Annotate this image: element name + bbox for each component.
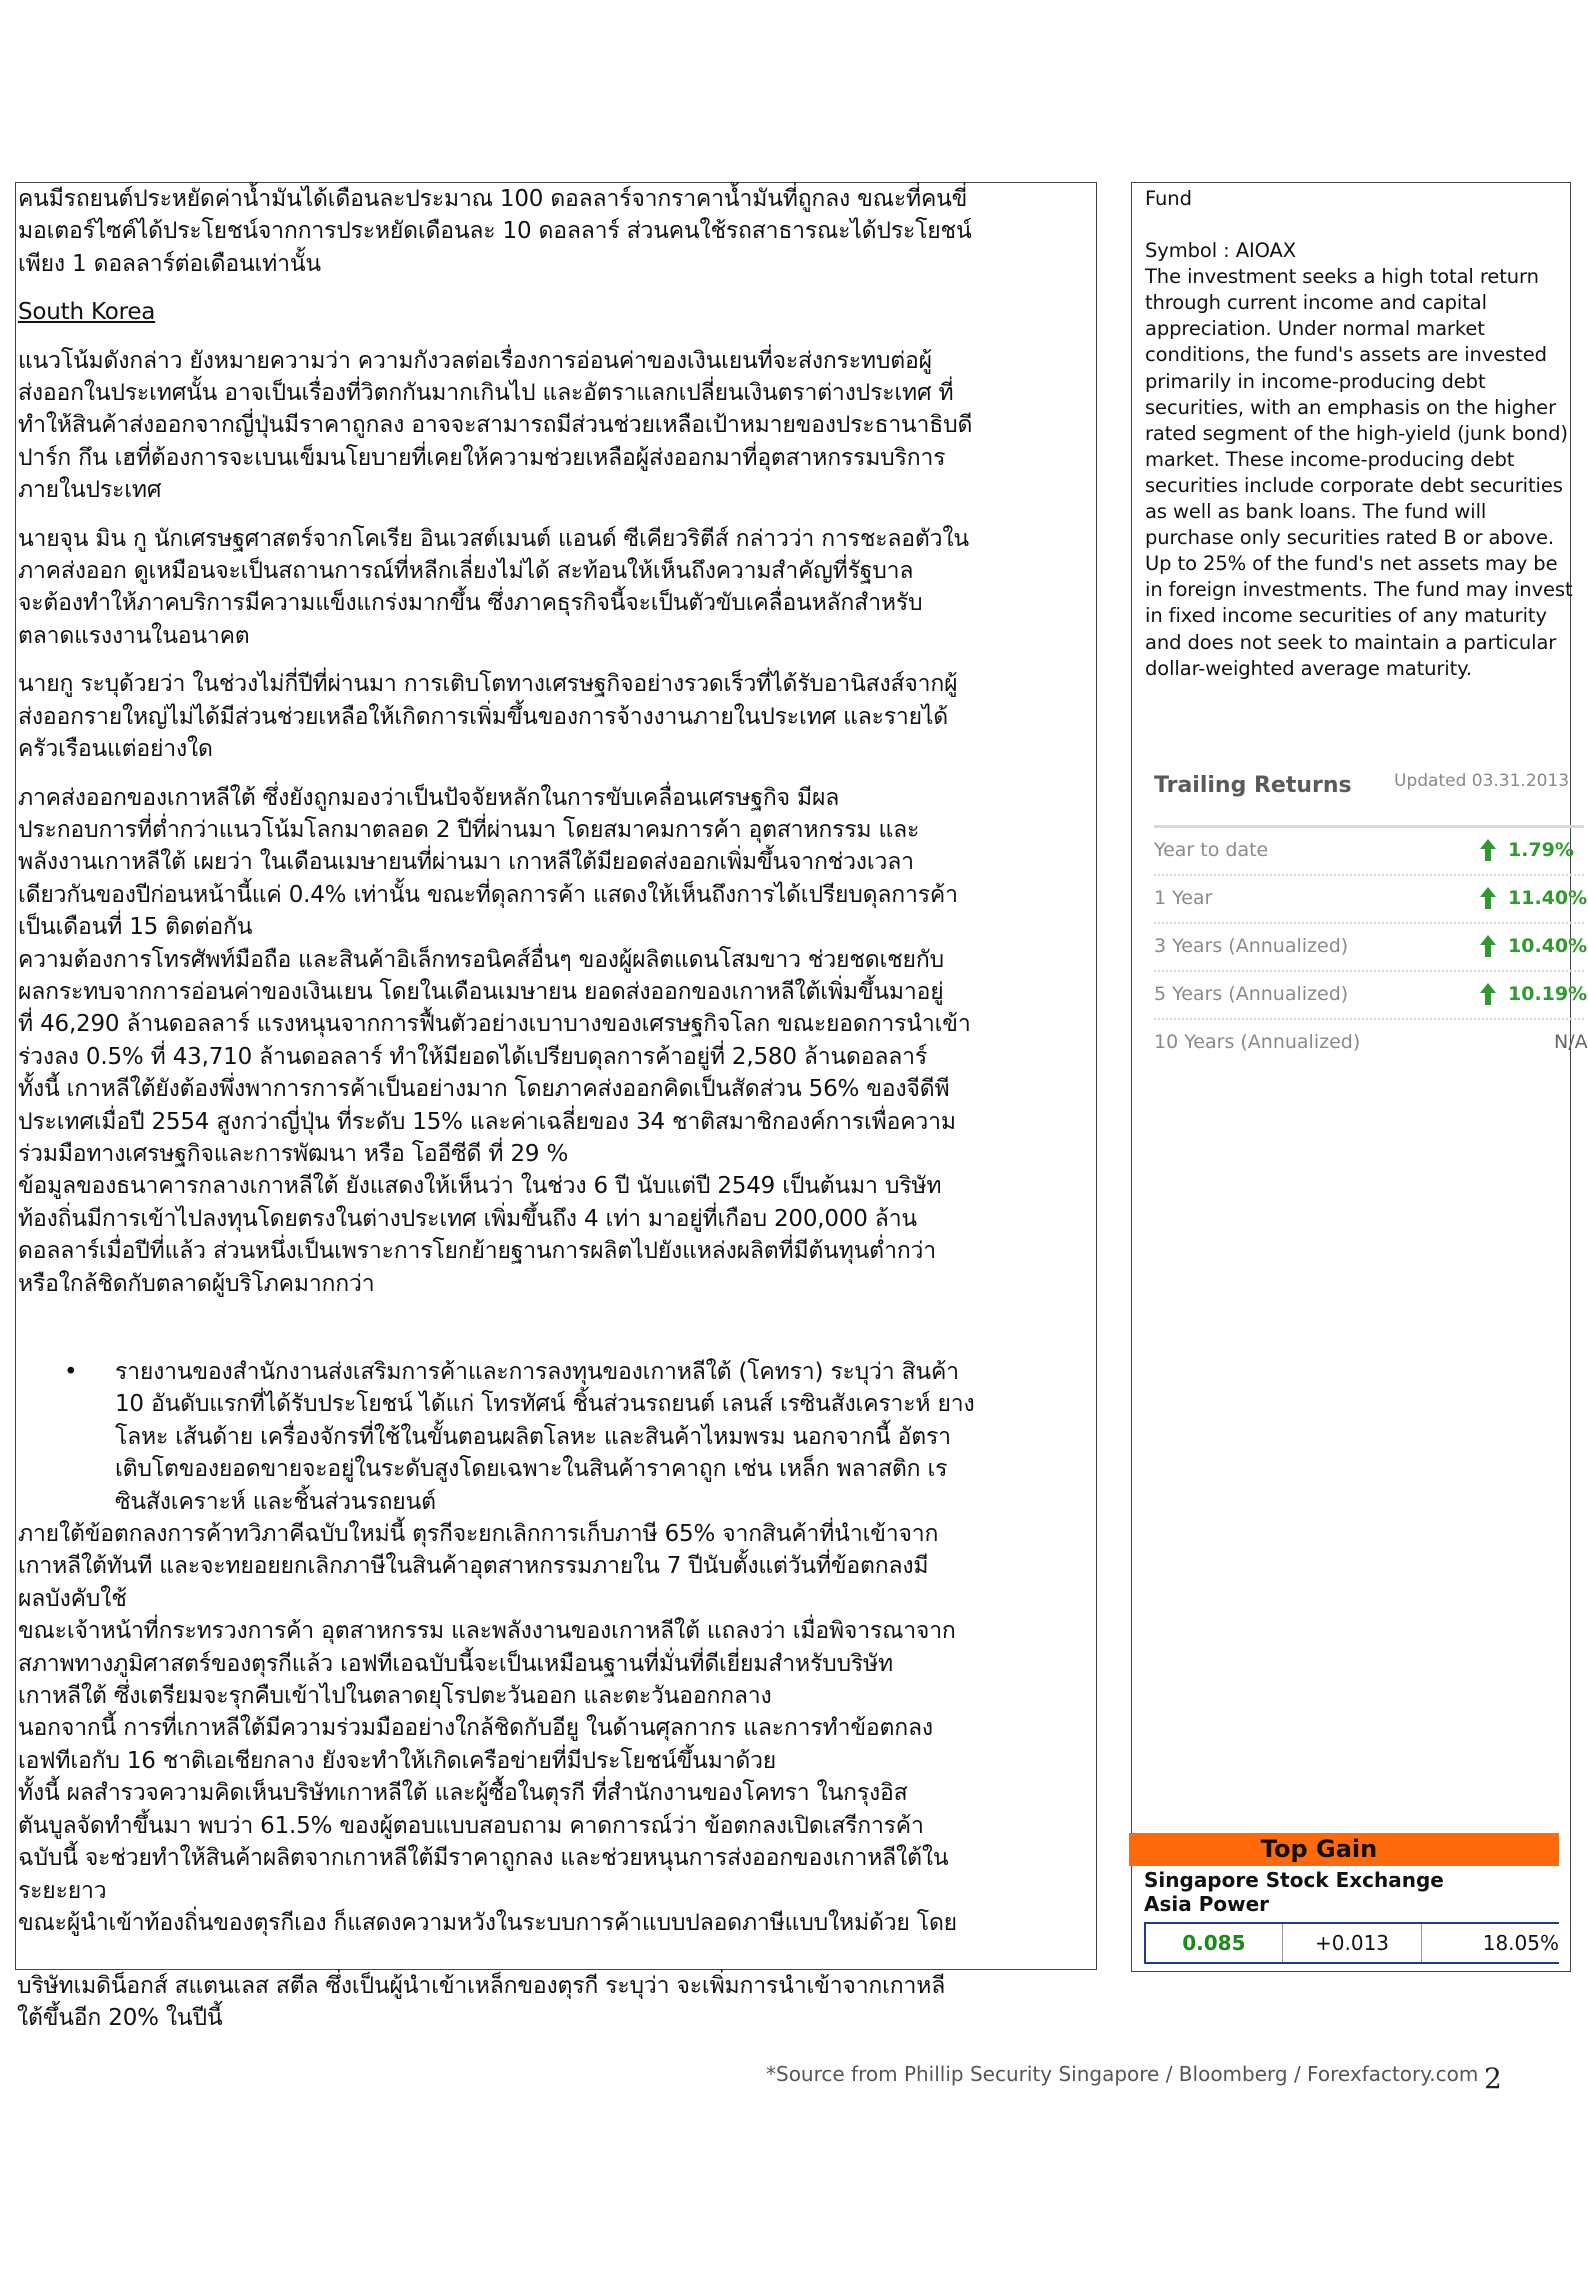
text-line: ตลาดแรงงานในอนาคต	[18, 622, 250, 649]
trailing-returns-widget	[1154, 765, 1588, 1066]
paragraph-4	[18, 782, 1088, 1301]
text-line: ผลกระทบจากการอ่อนค่าของเงินเยน โดยในเดือนเมษายน ยอดส่งออกของเกาหลีใต้เพิ่มขึ้นมาอยู่	[18, 978, 944, 1005]
paragraph-1	[18, 345, 1088, 507]
text-line: เกาหลีใต้ ซึ่งเตรียมจะรุกคืบเข้าไปในตลาดยุโรปตะวันออก และตะวันออกกลาง	[18, 1683, 772, 1710]
paragraph-2	[18, 523, 1088, 653]
text-line: The investment seeks a high total return	[1145, 265, 1539, 289]
text-line: ซินสังเคราะห์ และชิ้นส่วนรถยนต์	[115, 1488, 436, 1515]
text-line: ภาคส่งออกของเกาหลีใต้ ซึ่งยังถูกมองว่าเป็นปัจจัยหลักในการขับเคลื่อนเศรษฐกิจ มีผล	[18, 784, 840, 811]
text-line: ผลบังคับใช้	[18, 1585, 127, 1612]
text-line: โลหะ เส้นด้าย เครื่องจักรที่ใช้ในขั้นตอนผลิตโลหะ และสินค้าไหมพรม นอกจากนี้ อัตรา	[115, 1423, 951, 1450]
text-line: ที่ 46,290 ล้านดอลลาร์ แรงหนุนจากการฟื้นตัวอย่างเบาบางของเศรษฐกิจโลก ขณะยอดการนำเข้า	[18, 1011, 971, 1038]
text-line: ภายใต้ข้อตกลงการค้าทวิภาคีฉบับใหม่นี้ ตุรกีจะยกเลิกการเก็บภาษี 65% จากสินค้าที่นำเข้าจาก	[18, 1521, 939, 1548]
text-line: รายงานของสำนักงานส่งเสริมการค้าและการลงทุนของเกาหลีใต้ (โคทรา) ระบุว่า สินค้า	[115, 1359, 959, 1385]
return-value: N/A	[1554, 1031, 1588, 1053]
text-line: 10 อันดับแรกที่ได้รับประโยชน์ ได้แก่ โทรทัศน์ ชิ้นส่วนรถยนต์ เลนส์ เรซินสังเคราะห์ ยาง	[115, 1391, 975, 1418]
text-line: มอเตอร์ไซค์ได้ประโยชน์จากการประหยัดเดือนละ 10 ดอลลาร์ ส่วนคนใช้รถสาธารณะได้ประโยชน์	[18, 218, 972, 245]
article-overflow-text	[17, 1970, 1087, 2035]
text-line: securities include corporate debt securities	[1145, 473, 1563, 497]
text-line: ทั้งนี้ ผลสำรวจความคิดเห็นบริษัทเกาหลีใต้ และผู้ซื้อในตุรกี ที่สำนักงานของโคทรา ในกรุงอิส	[18, 1780, 908, 1807]
stock-quote-row	[1144, 1922, 1559, 1964]
text-line: market. These income-producing debt	[1145, 447, 1515, 471]
text-line: purchase only securities rated B or above.	[1145, 526, 1554, 550]
fund-label: Fund	[1145, 187, 1192, 210]
text-line: เดียวกันของปีก่อนหน้านี้แค่ 0.4% เท่านั้น ขณะที่ดุลการค้า แสดงให้เห็นถึงการได้เปรียบดุลการค้า	[18, 881, 958, 908]
return-label: 10 Years (Annualized)	[1154, 1031, 1361, 1053]
up-arrow-icon	[1479, 982, 1497, 1006]
fund-description	[1145, 264, 1575, 682]
return-row-3y	[1154, 924, 1588, 972]
up-arrow-icon	[1479, 838, 1497, 862]
text-line: rated segment of the high-yield (junk bond)	[1145, 421, 1568, 445]
text-line: เป็นเดือนที่ 15 ติดต่อกัน	[18, 914, 253, 941]
bullet-item	[18, 1356, 1088, 1518]
text-line: Up to 25% of the fund's net assets may be	[1145, 552, 1558, 576]
return-row-1y	[1154, 876, 1588, 924]
text-line: primarily in income-producing debt	[1145, 369, 1486, 393]
return-value: 10.40%	[1508, 935, 1588, 957]
text-line: สภาพทางภูมิศาสตร์ของตุรกีแล้ว เอฟทีเอฉบับนี้จะเป็นเหมือนฐานที่มั่นที่ดีเยี่ยมสำหรับบริษัท	[18, 1650, 893, 1677]
paragraph-3	[18, 668, 1088, 765]
text-line: ระยะยาว	[18, 1877, 107, 1904]
text-line: as well as bank loans. The fund will	[1145, 500, 1487, 524]
main-article-box	[15, 182, 1097, 1970]
return-label: Year to date	[1154, 839, 1269, 861]
text-line: appreciation. Under normal market	[1145, 317, 1485, 341]
text-line: dollar-weighted average maturity.	[1145, 656, 1472, 680]
return-label: 5 Years (Annualized)	[1154, 983, 1349, 1005]
text-line: ขณะผู้นำเข้าท้องถิ่นของตุรกีเอง ก็แสดงความหวังในระบบการค้าแบบปลอดภาษีแบบใหม่ด้วย โดย	[18, 1909, 957, 1936]
text-line: ท้องถิ่นมีการเข้าไปลงทุนโดยตรงในต่างประเทศ เพิ่มขึ้นถึง 4 เท่า มาอยู่ที่เกือบ 200,000 ล้าน	[18, 1205, 917, 1232]
text-line: in foreign investments. The fund may invest	[1145, 578, 1573, 602]
text-line: เพียง 1 ดอลลาร์ต่อเดือนเท่านั้น	[18, 250, 321, 277]
section-heading-south-korea[interactable]: South Korea	[18, 299, 156, 326]
text-line: ประกอบการที่ต่ำกว่าแนวโน้มโลกมาตลอด 2 ปีที่ผ่านมา โดยสมาคมการค้า อุตสาหกรรม และ	[18, 816, 920, 843]
fund-sidebar	[1131, 182, 1588, 1972]
updated-date: Updated 03.31.2013	[1394, 771, 1570, 791]
page-number: 2	[1484, 2062, 1502, 2095]
text-line: ส่งออกในประเทศนั้น อาจเป็นเรื่องที่วิตกกันมากเกินไป และอัตราแลกเปลี่ยนเงินตราต่างประเทศ ที่	[18, 380, 954, 407]
return-row-10y	[1154, 1020, 1588, 1066]
text-line: นอกจากนี้ การที่เกาหลีใต้มีความร่วมมืออย่างใกล้ชิดกับอียู ในด้านศุลกากร และการทำข้อตกลง	[18, 1715, 933, 1742]
text-line: ประเทศเมื่อปี 2554 สูงกว่าญี่ปุ่น ที่ระดับ 15% และค่าเฉลี่ยของ 34 ชาติสมาชิกองค์การเพื่อความ	[18, 1108, 956, 1135]
fund-symbol: Symbol : AIOAX	[1145, 239, 1297, 263]
return-value: 10.19%	[1508, 983, 1588, 1005]
text-line: ภาคส่งออก ดูเหมือนจะเป็นสถานการณ์ที่หลีกเลี่ยงไม่ได้ สะท้อนให้เห็นถึงความสำคัญที่รัฐบาล	[18, 558, 914, 585]
text-line: ดอลลาร์เมื่อปีที่แล้ว ส่วนหนึ่งเป็นเพราะการโยกย้ายฐานการผลิตไปยังแหล่งผลิตที่มีต้นทุนต่ำกว่า	[18, 1238, 936, 1265]
text-line: เอฟทีเอกับ 16 ชาติเอเชียกลาง ยังจะทำให้เกิดเครือข่ายที่มีประโยชน์ขึ้นมาด้วย	[18, 1747, 777, 1774]
text-line: นายจุน มิน กู นักเศรษฐศาสตร์จากโคเรีย อินเวสต์เมนต์ แอนด์ ซีเคียวริตีส์ กล่าวว่า การชะลอตัวใน	[18, 525, 969, 552]
text-line: and does not seek to maintain a particular	[1145, 630, 1557, 654]
text-line: in fixed income securities of any maturity	[1145, 604, 1547, 628]
text-line: ปาร์ก กึน เฮที่ต้องการจะเบนเข็มนโยบายที่เคยให้ความช่วยเหลือผู้ส่งออกมาที่อุตสาหกรรมบริการ	[18, 444, 946, 471]
trailing-returns-title: Trailing Returns	[1154, 773, 1352, 798]
text-line: ภายในประเทศ	[18, 477, 162, 504]
source-note: *Source from Phillip Security Singapore / Bloomberg / Forexfactory.com	[766, 2062, 1479, 2086]
stock-name: Asia Power	[1144, 1892, 1269, 1916]
up-arrow-icon	[1479, 886, 1497, 910]
text-line: นายกู ระบุด้วยว่า ในช่วงไม่กี่ปีที่ผ่านมา การเติบโตทางเศรษฐกิจอย่างรวดเร็วที่ได้รับอานิสงส์จากผู้	[18, 671, 958, 698]
text-line: through current income and capital	[1145, 291, 1487, 315]
fund-info	[1145, 183, 1575, 682]
text-line: แนวโน้มดังกล่าว ยังหมายความว่า ความกังวลต่อเรื่องการอ่อนค่าของเงินเยนที่จะส่งกระทบต่อผู้	[18, 347, 932, 374]
text-line: เกาหลีใต้ทันที และจะทยอยยกเลิกภาษีในสินค้าอุตสาหกรรมภายใน 7 ปีนับตั้งแต่วันที่ข้อตกลงมี	[18, 1553, 929, 1580]
article-body	[18, 183, 1088, 1939]
top-gain-widget	[1129, 1833, 1559, 1964]
return-row-ytd	[1154, 828, 1584, 876]
text-line: ครัวเรือนแต่อย่างใด	[18, 736, 213, 763]
stock-price: 0.085	[1146, 1924, 1283, 1962]
exchange-name: Singapore Stock Exchange	[1144, 1868, 1444, 1892]
text-line: ขณะเจ้าหน้าที่กระทรวงการค้า อุตสาหกรรม และพลังงานของเกาหลีใต้ แถลงว่า เมื่อพิจารณาจาก	[18, 1618, 956, 1645]
text-line: คนมีรถยนต์ประหยัดค่าน้ำมันได้เดือนละประมาณ 100 ดอลลาร์จากราคาน้ำมันที่ถูกลง ขณะที่คนขี่	[18, 186, 968, 212]
return-label: 3 Years (Annualized)	[1154, 935, 1349, 957]
text-line: securities, with an emphasis on the higher	[1145, 395, 1556, 419]
stock-change: +0.013	[1283, 1924, 1423, 1962]
text-line: ทำให้สินค้าส่งออกจากญี่ปุ่นมีราคาถูกลง อาจจะสามารถมีส่วนช่วยเหลือเป้าหมายของประธานาธิบดี	[18, 412, 973, 439]
text-line: จะต้องทำให้ภาคบริการมีความแข็งแกร่งมากขึ้น ซึ่งภาคธุรกิจนี้จะเป็นตัวขับเคลื่อนหลักสำหรับ	[18, 590, 923, 617]
return-value: 1.79%	[1508, 839, 1574, 861]
bullet-icon: •	[64, 1359, 78, 1385]
text-line: บริษัทเมดิน็อกส์ สแตนเลส สตีล ซึ่งเป็นผู้นำเข้าเหล็กของตุรกี ระบุว่า จะเพิ่มการนำเข้าจากเกาหลี	[17, 1973, 946, 1999]
text-line: ร่วมมือทางเศรษฐกิจและการพัฒนา หรือ โออีซีดี ที่ 29 %	[18, 1140, 569, 1167]
text-line: ร่วงลง 0.5% ที่ 43,710 ล้านดอลลาร์ ทำให้มียอดได้เปรียบดุลการค้าอยู่ที่ 2,580 ล้านดอลลาร์	[18, 1043, 928, 1070]
intro-paragraph	[18, 183, 1088, 280]
text-line: ส่งออกรายใหญ่ไม่ได้มีส่วนช่วยเหลือให้เกิดการเพิ่มขึ้นของการจ้างงานภายในประเทศ และรายได้	[18, 703, 949, 730]
text-line: conditions, the fund's assets are invested	[1145, 343, 1547, 367]
text-line: ตันบูลจัดทำขึ้นมา พบว่า 61.5% ของผู้ตอบแบบสอบถาม คาดการณ์ว่า ข้อตกลงเปิดเสรีการค้า	[18, 1812, 924, 1839]
paragraph-5	[18, 1518, 1088, 1939]
text-line: พลังงานเกาหลีใต้ เผยว่า ในเดือนเมษายนที่ผ่านมา เกาหลีใต้มียอดส่งออกเพิ่มขึ้นจากช่วงเวลา	[18, 849, 914, 876]
return-row-5y	[1154, 972, 1588, 1020]
return-label: 1 Year	[1154, 887, 1213, 909]
top-gain-title: Top Gain	[1129, 1833, 1559, 1866]
text-line: ทั้งนี้ เกาหลีใต้ยังต้องพึ่งพาการการค้าเป็นอย่างมาก โดยภาคส่งออกคิดเป็นสัดส่วน 56% ของจีดีพี	[18, 1076, 950, 1103]
text-line: ฉบับนี้ จะช่วยทำให้สินค้าผลิตจากเกาหลีใต้มีราคาถูกลง และช่วยหนุนการส่งออกของเกาหลีใต้ใน	[18, 1845, 949, 1872]
trailing-returns-header	[1154, 765, 1584, 828]
text-line: ข้อมูลของธนาคารกลางเกาหลีใต้ ยังแสดงให้เห็นว่า ในช่วง 6 ปี นับแต่ปี 2549 เป็นต้นมา บริษัท	[18, 1173, 942, 1200]
up-arrow-icon	[1479, 934, 1497, 958]
text-line: ใต้ขึ้นอีก 20% ในปีนี้	[17, 2005, 223, 2032]
return-value: 11.40%	[1508, 887, 1588, 909]
text-line: หรือใกล้ชิดกับตลาดผู้บริโภคมากกว่า	[18, 1270, 375, 1297]
text-line: เติบโตของยอดขายจะอยู่ในระดับสูงโดยเฉพาะในสินค้าราคาถูก เช่น เหล็ก พลาสติก เร	[115, 1456, 948, 1483]
stock-change-percent: 18.05%	[1482, 1931, 1559, 1955]
text-line: ความต้องการโทรศัพท์มือถือ และสินค้าอิเล็กทรอนิคส์อื่นๆ ของผู้ผลิตแดนโสมขาว ช่วยชดเชยกับ	[18, 946, 944, 973]
